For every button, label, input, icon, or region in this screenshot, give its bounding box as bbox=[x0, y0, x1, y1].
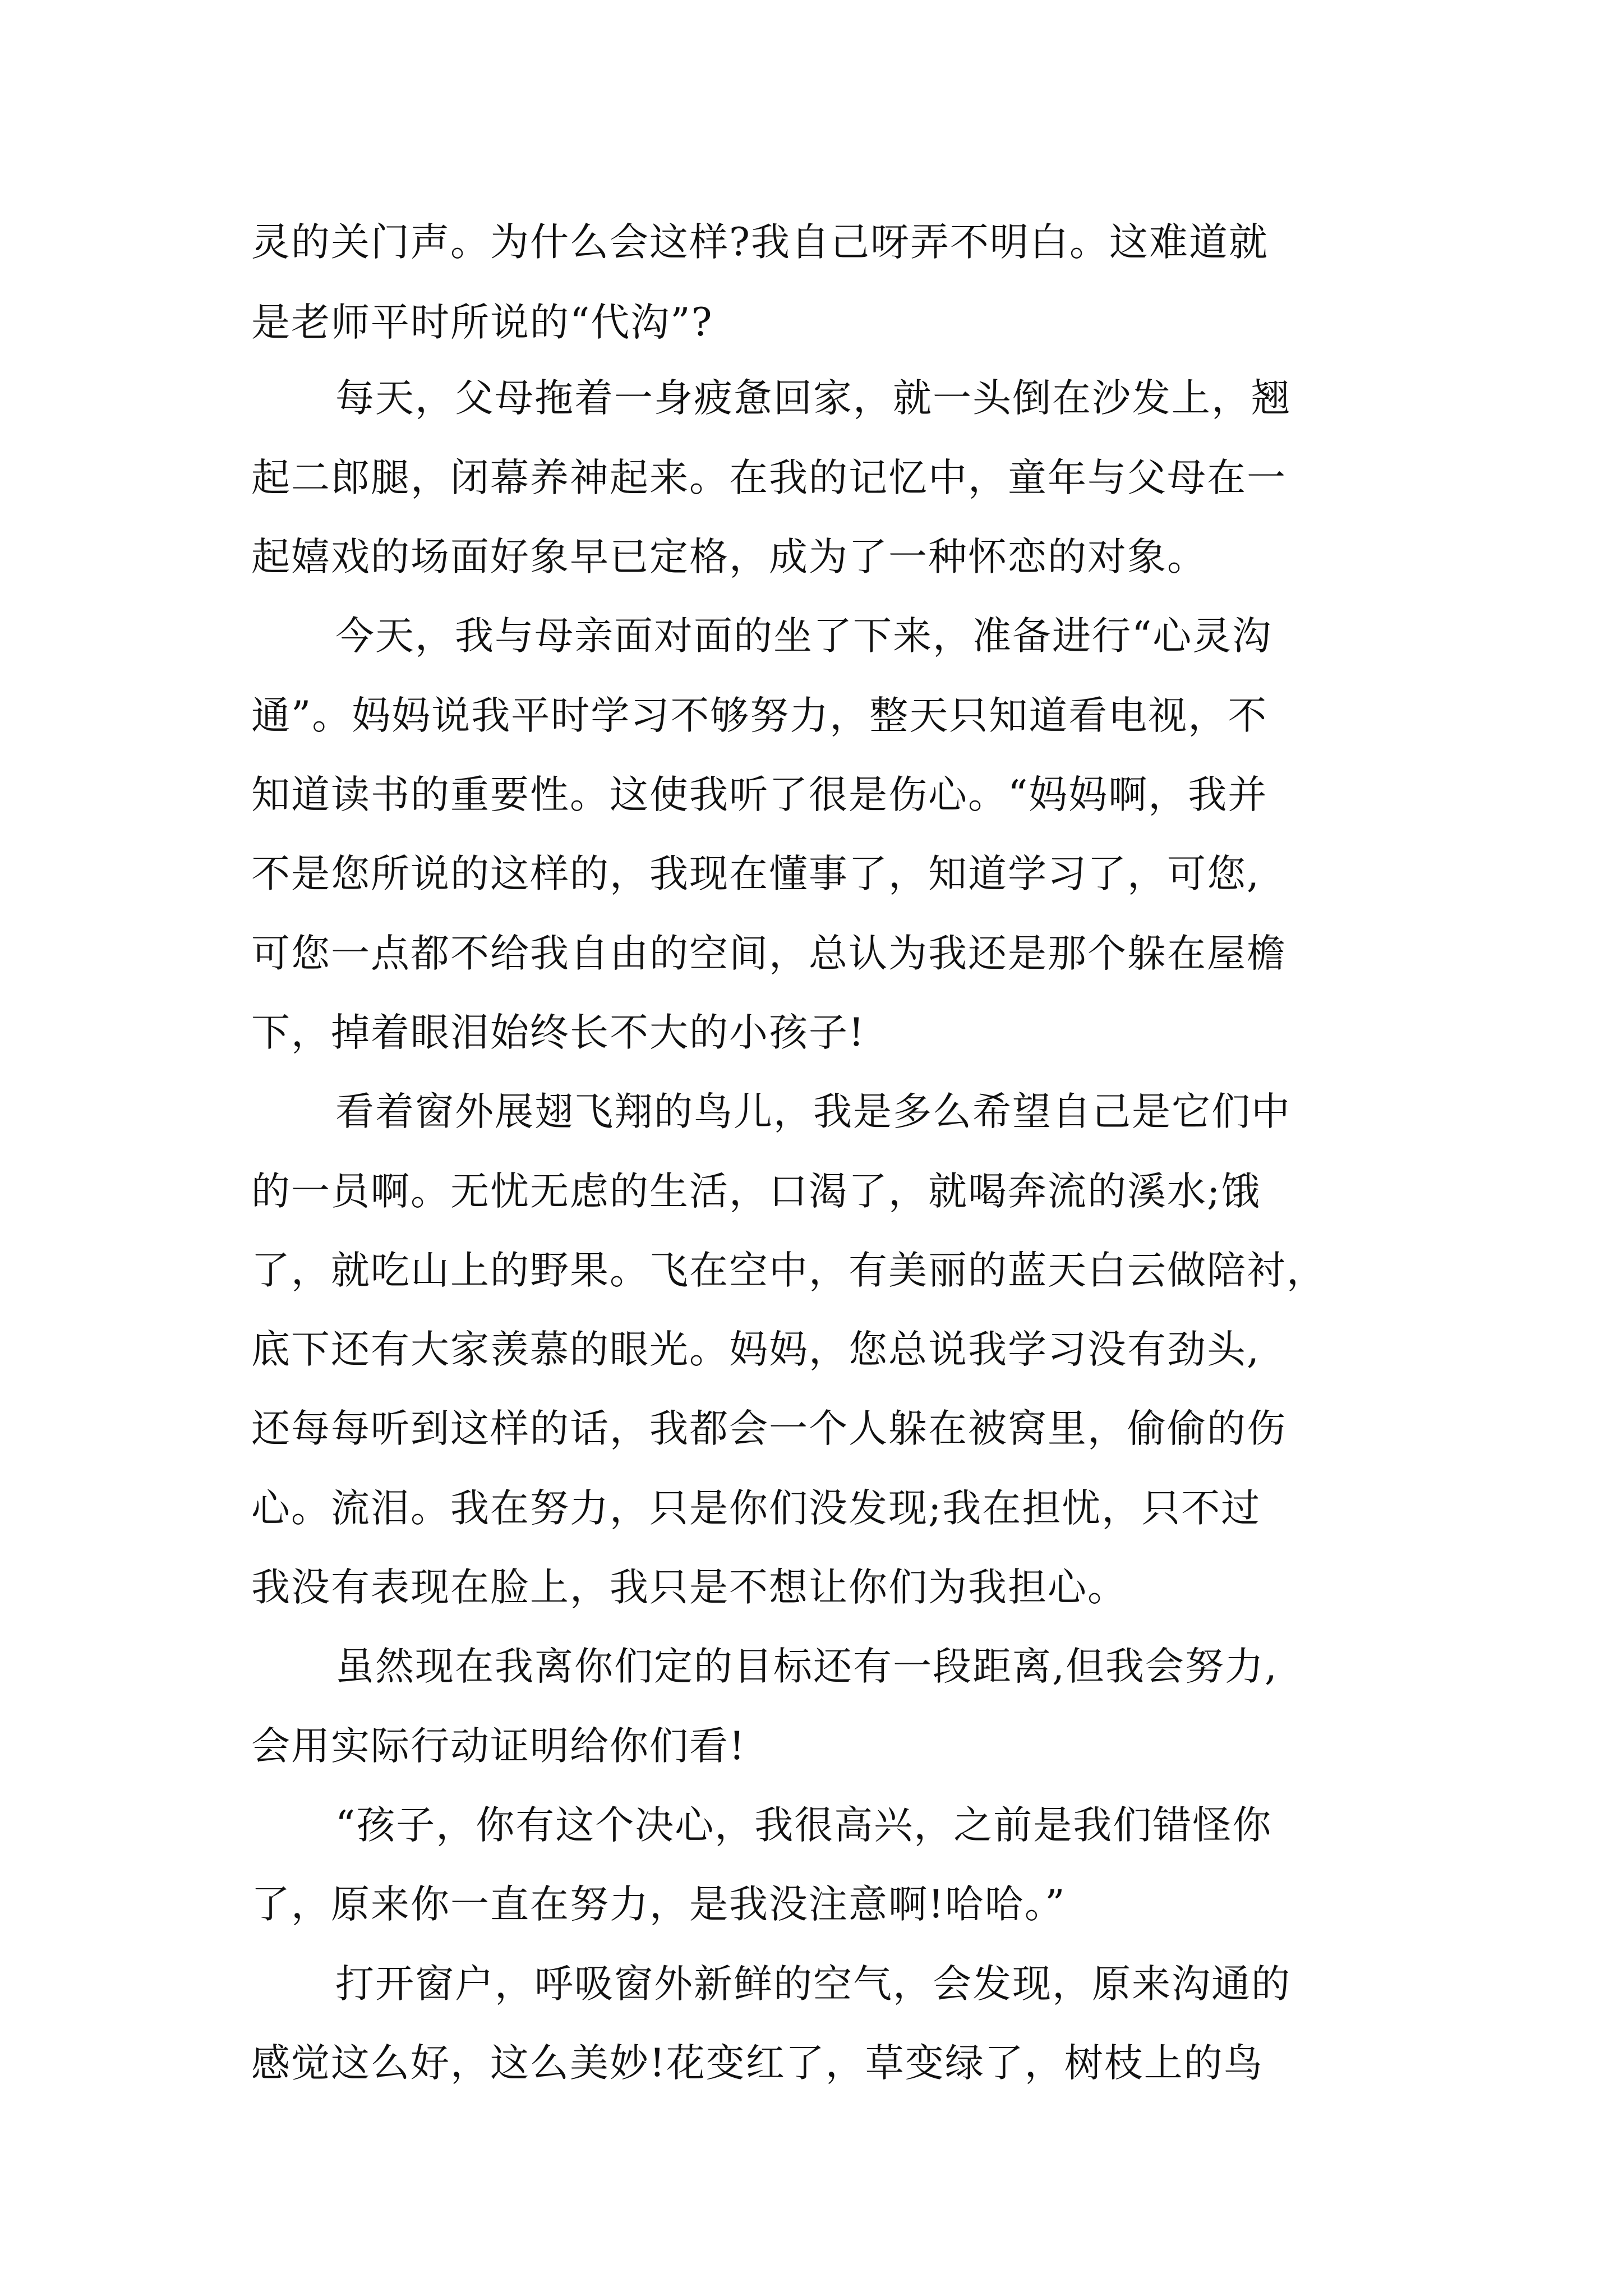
text-line: 下，掉着眼泪始终长不大的小孩子! bbox=[251, 1010, 865, 1055]
text-line: 起嬉戏的场面好象早已定格，成为了一种怀恋的对象。 bbox=[251, 535, 1207, 579]
text-line: 今天，我与母亲面对面的坐了下来，准备进行“心灵沟 bbox=[335, 614, 1272, 659]
text-line: 起二郎腿，闭幕养神起来。在我的记忆中，童年与父母在一 bbox=[251, 455, 1287, 500]
text-line: 了，就吃山上的野果。飞在空中，有美丽的蓝天白云做陪衬， bbox=[251, 1248, 1326, 1293]
text-line: 灵的关门声。为什么会这样?我自己呀弄不明白。这难道就 bbox=[251, 220, 1269, 265]
text-line: “孩子，你有这个决心，我很高兴，之前是我们错怪你 bbox=[335, 1803, 1272, 1848]
text-line: 每天，父母拖着一身疲惫回家，就一头倒在沙发上，翘 bbox=[335, 376, 1291, 421]
text-line: 了，原来你一直在努力，是我没注意啊!哈哈。” bbox=[251, 1882, 1066, 1927]
text-line: 是老师平时所说的“代沟”? bbox=[251, 300, 713, 345]
text-line: 还每每听到这样的话，我都会一个人躲在被窝里，偷偷的伤 bbox=[251, 1406, 1287, 1451]
text-line: 心。流泪。我在努力，只是你们没发现;我在担忧，只不过 bbox=[251, 1486, 1261, 1531]
text-line: 看着窗外展翅飞翔的鸟儿，我是多么希望自己是它们中 bbox=[335, 1089, 1291, 1134]
text-line: 可您一点都不给我自由的空间，总认为我还是那个躲在屋檐 bbox=[251, 931, 1287, 976]
text-line: 不是您所说的这样的，我现在懂事了，知道学习了，可您, bbox=[251, 852, 1260, 896]
text-line: 感觉这么好，这么美妙!花变红了，草变绿了，树枝上的鸟 bbox=[251, 2041, 1264, 2086]
text-line: 虽然现在我离你们定的目标还有一段距离,但我会努力, bbox=[335, 1644, 1278, 1689]
text-line: 通”。妈妈说我平时学习不够努力，整天只知道看电视，不 bbox=[251, 693, 1268, 738]
text-line: 的一员啊。无忧无虑的生活，口渴了，就喝奔流的溪水;饿 bbox=[251, 1169, 1261, 1214]
text-line: 我没有表现在脸上，我只是不想让你们为我担心。 bbox=[251, 1565, 1127, 1610]
text-line: 底下还有大家羡慕的眼光。妈妈，您总说我学习没有劲头, bbox=[251, 1327, 1260, 1372]
text-line: 打开窗户，呼吸窗外新鲜的空气，会发现，原来沟通的 bbox=[335, 1962, 1291, 2007]
text-line: 知道读书的重要性。这使我听了很是伤心。“妈妈啊，我并 bbox=[251, 772, 1268, 817]
text-line: 会用实际行动证明给你们看! bbox=[251, 1724, 746, 1769]
